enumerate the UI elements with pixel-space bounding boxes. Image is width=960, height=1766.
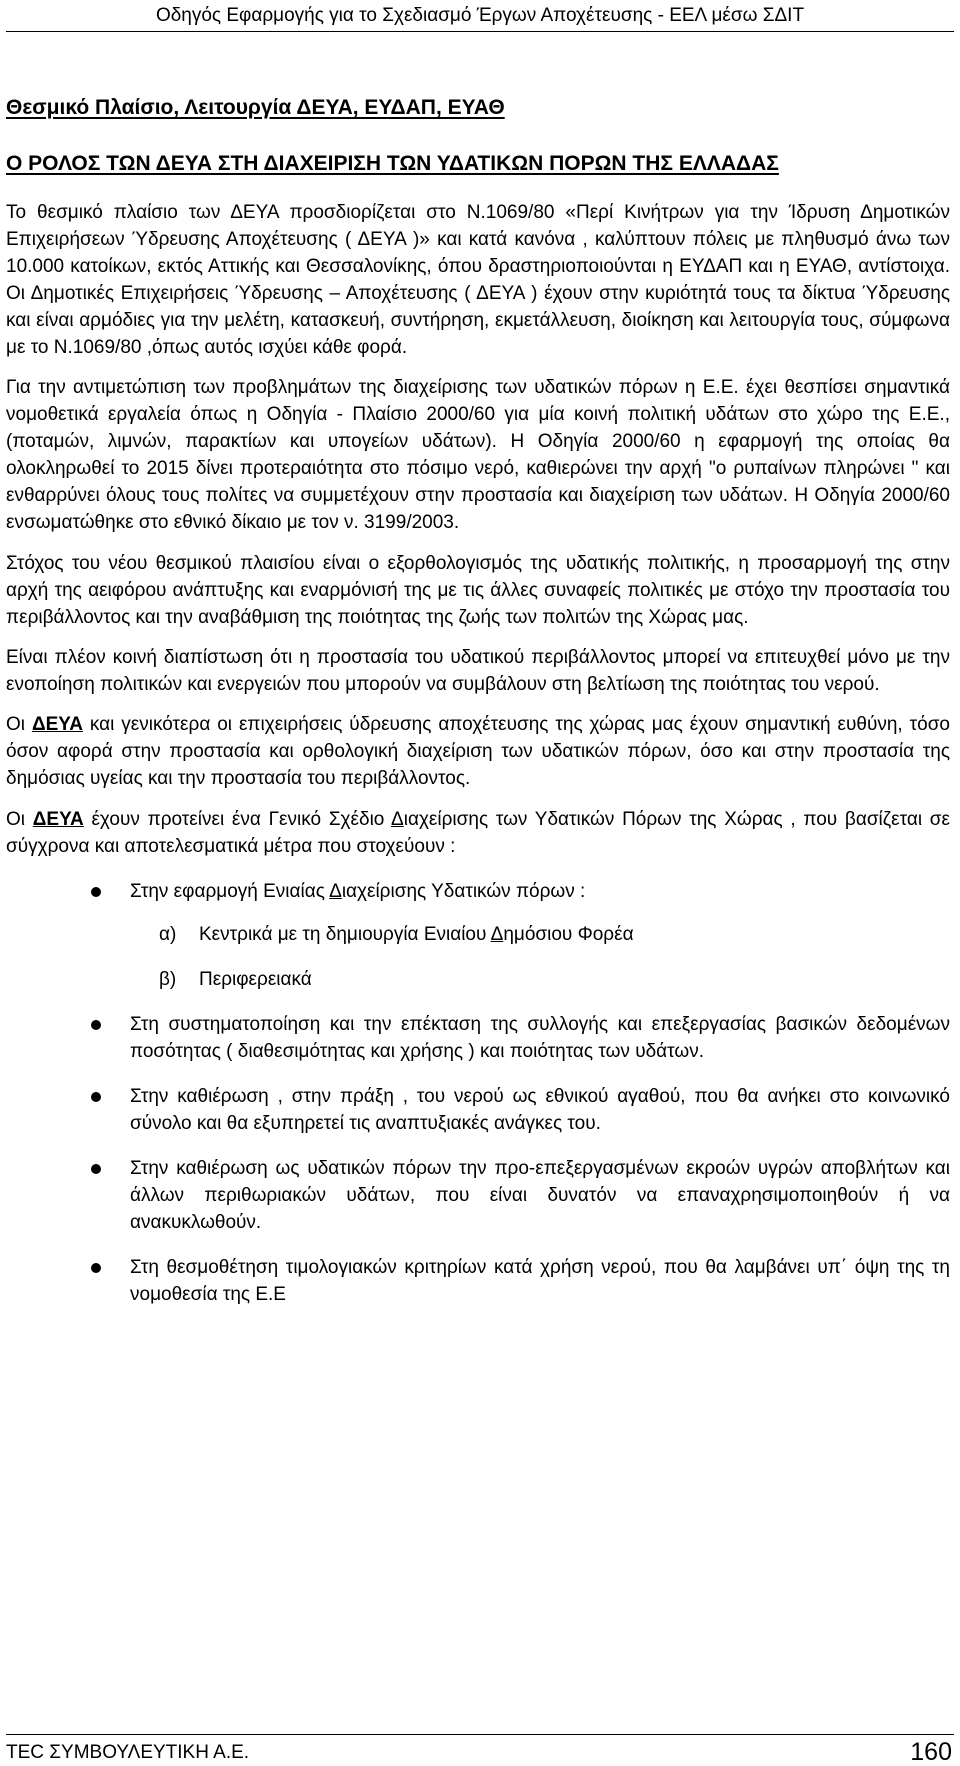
page-content bbox=[6, 96, 950, 1308]
text-run: έχουν προτείνει ένα Γενικό Σχέδιο bbox=[83, 809, 392, 830]
footer-company: ΤΕC ΣΥΜΒΟΥΛΕΥΤΙΚΗ Α.Ε. bbox=[6, 1742, 250, 1763]
footer-rule bbox=[6, 1734, 954, 1735]
sub-list-marker: α) bbox=[159, 924, 177, 945]
text-run: και γενικότερα οι επιχειρήσεις ύδρευσης αποχέτευσης της χώρας μας έχουν σημαντική ευθύνη, τόσο όσον αφορά στην προστασία και ορθολογική διαχείριση των υδατικών πόρων, όσο και στην προστασία της δημόσιας υγείας και την προστασία του περιβάλλοντος. bbox=[6, 714, 950, 789]
paragraph-institutional-framework: Το θεσμικό πλαίσιο των ΔΕΥΑ προσδιορίζεται στο Ν.1069/80 «Περί Κινήτρων για την Ίδρυση Δημοτικών Επιχειρήσεων Ύδρευσης Αποχέτευσης ( ΔΕΥΑ )» και κατά κανόνα , καλύπτουν πόλεις με πληθυσμό άνω των 10.000 κατοίκων, εκτός Αττικής και Θεσσαλονίκης, όπου δραστηριοποιούνται η ΕΥΔΑΠ και η ΕΥΑΘ, αντίστοιχα. Οι Δημοτικές Επιχειρήσεις Ύδρευσης – Αποχέτευσης ( ΔΕΥΑ ) έχουν στην κυριότητά τους τα δίκτυα Ύδρευσης και είναι αρμόδιες για την μελέτη, κατασκευή, συντήρηση, εκμετάλλευση, διοίκηση και λειτουργία τους, σύμφωνα με το Ν.1069/80 ,όπως αυτός ισχύει κάθε φορά. bbox=[6, 202, 950, 358]
sub-list-item bbox=[130, 921, 950, 948]
underlined-letter: Δ bbox=[490, 924, 504, 945]
sub-list-item bbox=[130, 966, 950, 993]
text-run: Κεντρικά με τη δημιουργία Ενιαίου bbox=[199, 924, 491, 945]
bullet-icon bbox=[91, 1092, 101, 1102]
measures-list bbox=[6, 878, 950, 1308]
paragraph-eu-directive: Για την αντιμετώπιση των προβλημάτων της διαχείρισης των υδατικών πόρων η Ε.Ε. έχει θεσπίσει σημαντικά νομοθετικά εργαλεία όπως η Οδηγία - Πλαίσιο 2000/60 για μία κοινή πολιτική υδάτων στο χώρο της Ε.Ε., (ποταμών, λιμνών, παρακτίων και υπογείων υδάτων). Η Οδηγία 2000/60 η εφαρμογή της οποίας θα ολοκληρωθεί το 2015 δίνει προτεραιότητα στο πόσιμο νερό, καθιερώνει την αρχή "ο ρυπαίνων πληρώνει " και ενθαρρύνει όλους τους πολίτες να συμμετέχουν στην προστασία και διαχείριση των υδάτων. Η Οδηγία 2000/60 ενσωματώθηκε στο εθνικό δίκαιο με τον ν. 3199/2003. bbox=[6, 377, 950, 533]
text-run: Περιφερειακά bbox=[199, 969, 312, 990]
list-item bbox=[6, 1254, 950, 1308]
list-item bbox=[6, 878, 950, 993]
emphasis-deya: ΔΕΥΑ bbox=[32, 809, 84, 830]
bullet-icon bbox=[91, 1164, 101, 1174]
bullet-icon bbox=[91, 1263, 101, 1273]
list-item bbox=[6, 1155, 950, 1236]
bullet-icon bbox=[91, 1020, 101, 1030]
list-item-text: Στην καθιέρωση ως υδατικών πόρων την προ-επεξεργασμένων εκροών υγρών αποβλήτων και άλλων περιθωριακών υδάτων, που είναι δυνατόν να επαναχρησιμοποιηθούν ή να ανακυκλωθούν. bbox=[130, 1158, 950, 1233]
paragraph-deya-responsibility bbox=[6, 711, 950, 792]
list-item-text: Στη συστηματοποίηση και την επέκταση της συλλογής και επεξεργασίας βασικών δεδομένων ποσότητας ( διαθεσιμότητας και χρήσης ) και ποιότητας των υδάτων. bbox=[130, 1014, 950, 1062]
section-subtitle: Ο ΡΟΛΟΣ ΤΩΝ ΔΕΥΑ ΣΤΗ ΔΙΑΧΕΙΡΙΣΗ ΤΩΝ ΥΔΑΤΙΚΩΝ ΠΟΡΩΝ ΤΗΣ ΕΛΛΑΔΑΣ bbox=[6, 152, 779, 175]
text-run: ημόσιου Φορέα bbox=[503, 924, 634, 945]
emphasis-deya: ΔΕΥΑ bbox=[31, 714, 83, 735]
sub-list bbox=[130, 921, 950, 993]
text-run: Οι bbox=[6, 714, 32, 735]
sub-list-marker: β) bbox=[159, 969, 177, 990]
list-item-text: Στη θεσμοθέτηση τιμολογιακών κριτηρίων κατά χρήση νερού, που θα λαμβάνει υπ΄ όψη της τη νομοθεσία της Ε.Ε bbox=[130, 1257, 950, 1305]
text-run: ιαχείρισης Υδατικών πόρων : bbox=[341, 881, 586, 902]
running-header: Οδηγός Εφαρμογής για το Σχεδιασμό Έργων Αποχέτευσης - ΕΕΛ μέσω ΣΔΙΤ bbox=[155, 5, 805, 26]
list-item bbox=[6, 1083, 950, 1137]
page-number: 160 bbox=[910, 1738, 952, 1766]
text-run: ιαχείρισης των Υδατικών Πόρων της Χώρας , που βασίζεται σε σύγχρονα και αποτελεσματικά μέτρα που στοχεύουν : bbox=[6, 809, 950, 857]
underlined-letter: Δ bbox=[329, 881, 342, 902]
list-item bbox=[6, 1011, 950, 1065]
list-item-text: Στην καθιέρωση , στην πράξη , του νερού ως εθνικού αγαθού, που θα ανήκει στο κοινωνικό σύνολο και θα εξυπηρετεί τις αναπτυξιακές ανάγκες του. bbox=[130, 1086, 950, 1134]
text-run: Στην εφαρμογή Ενιαίας bbox=[130, 881, 330, 902]
paragraph-framework-goal: Στόχος του νέου θεσμικού πλαισίου είναι ο εξορθολογισμός της υδατικής πολιτικής, η προσαρμογή της στην αρχή της αειφόρου ανάπτυξης και εναρμόνισή της με τις άλλες συναφείς πολιτικές με στόχο την προστασία του περιβάλλοντος και την αναβάθμιση της ποιότητας της ζωής των πολιτών της Χώρας μας. bbox=[6, 553, 950, 628]
paragraph-common-finding: Είναι πλέον κοινή διαπίστωση ότι η προστασία του υδατικού περιβάλλοντος μπορεί να επιτευχθεί μόνο με την ενοποίηση πολιτικών και ενεργειών που μπορούν να συμβάλουν στη βελτίωση της ποιότητας του νερού. bbox=[6, 647, 950, 695]
text-run: Οι bbox=[6, 809, 33, 830]
underlined-letter: Δ bbox=[391, 809, 404, 830]
paragraph-deya-plan bbox=[6, 806, 950, 860]
bullet-icon bbox=[91, 887, 101, 897]
header-rule bbox=[6, 31, 954, 32]
section-title: Θεσμικό Πλαίσιο, Λειτουργία ΔΕΥΑ, ΕΥΔΑΠ, ΕΥΑΘ bbox=[6, 96, 505, 119]
